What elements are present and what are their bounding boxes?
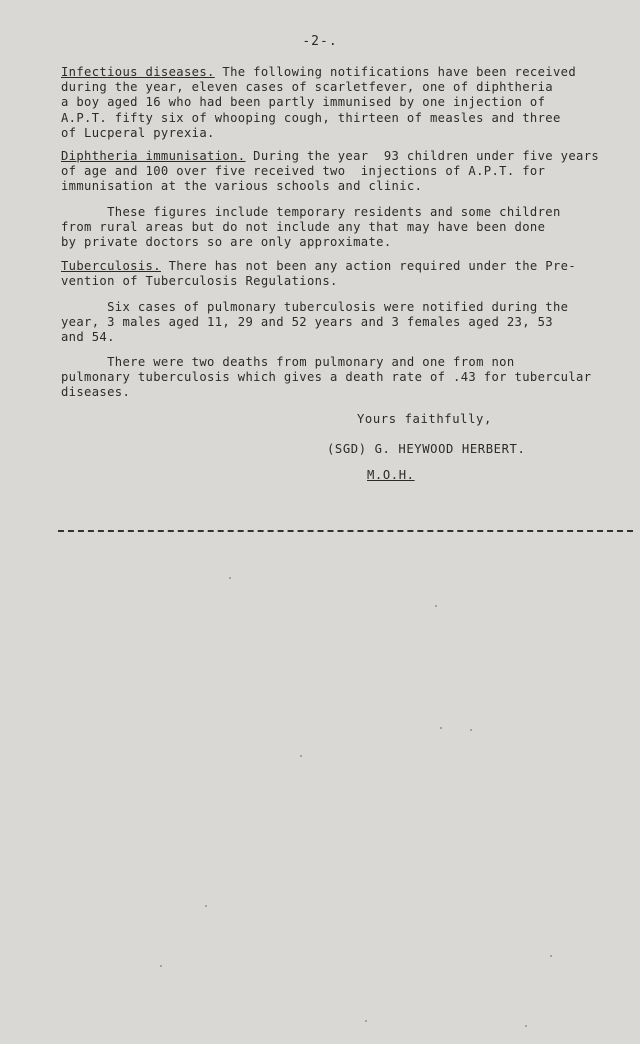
paragraph-text: These figures include temporary residents and some children from rural areas but do not include any that may have been done by private doctors so are only approximate. [61, 205, 561, 250]
paragraph-pulmonary-cases [61, 300, 631, 346]
paragraph-text: During the year 93 children under five years of age and 100 over five received two injections of A.P.T. for immunisation at the various schools and clinic. [61, 149, 600, 194]
paragraph-text: There were two deaths from pulmonary and one from non pulmonary tuberculosis which gives a death rate of .43 for tubercular diseases. [61, 355, 592, 400]
signature-title: M.O.H. [367, 468, 415, 482]
scan-speck [229, 577, 231, 579]
scan-speck [470, 729, 472, 731]
scan-speck [160, 965, 162, 967]
scan-speck [300, 755, 302, 757]
paragraph-text: The following notifications have been received during the year, eleven cases of scarletfever, one of diphtheria a boy aged 16 who had been partly immunised by one injection of A.P.T. fifty six of whooping cough, thirteen of measles and three of Lucperal pyrexia. [61, 65, 577, 140]
paragraph-diphtheria-immunisation [61, 149, 631, 195]
scan-speck [435, 605, 437, 607]
signature-name: (SGD) G. HEYWOOD HERBERT. [327, 442, 526, 456]
page-number: -2-. [302, 34, 338, 49]
scan-speck [525, 1025, 527, 1027]
paragraph-figures-note [61, 205, 631, 251]
heading-infectious-diseases: Infectious diseases. [61, 65, 215, 79]
dashed-divider [58, 530, 633, 532]
scan-speck [550, 955, 552, 957]
paragraph-infectious-diseases [61, 65, 631, 141]
scan-speck [440, 727, 442, 729]
heading-tuberculosis: Tuberculosis. [61, 259, 161, 273]
scan-speck [205, 905, 207, 907]
heading-diphtheria-immunisation: Diphtheria immunisation. [61, 149, 246, 163]
paragraph-tuberculosis [61, 259, 631, 289]
scan-speck [365, 1020, 367, 1022]
paragraph-deaths [61, 355, 631, 401]
paragraph-text: There has not been any action required under the Pre- vention of Tuberculosis Regulations. [61, 259, 577, 289]
signature-closing: Yours faithfully, [357, 412, 492, 426]
paragraph-text: Six cases of pulmonary tuberculosis were notified during the year, 3 males aged 11, 29 and 52 years and 3 females aged 23, 53 and 54. [61, 300, 569, 345]
